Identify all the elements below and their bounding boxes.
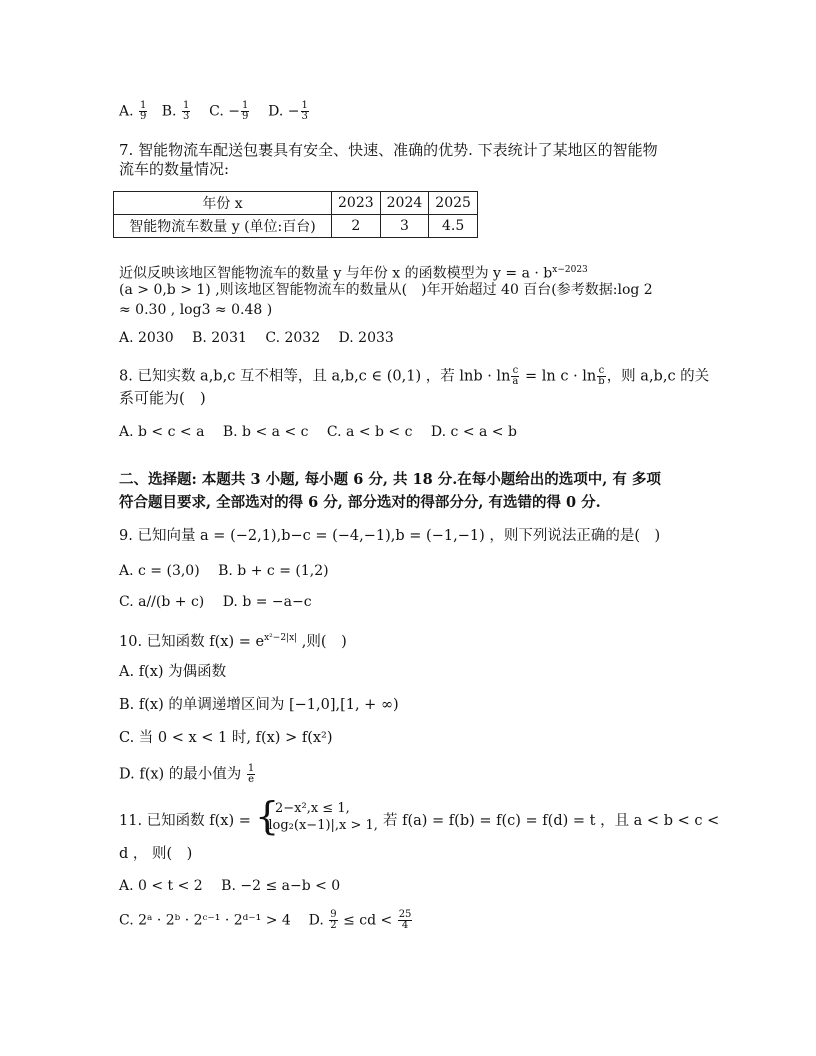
- q6-option-a-label: A.: [119, 103, 134, 120]
- q11-case-2: |log₂(x−1)|,x > 1,: [264, 818, 378, 833]
- q8-fraction-c-over-a: $\frac{c}{a}$: [512, 365, 519, 387]
- q6-option-a-fraction: $\frac{1}{9}$: [140, 100, 147, 122]
- q11-option-d-mid: ≤ cd <: [343, 912, 393, 929]
- q11-option-d-label: D.: [308, 912, 324, 929]
- table-cell: 智能物流车数量 y (单位:百台): [114, 215, 332, 238]
- q8-stem-mid: = ln c · ln: [520, 368, 597, 385]
- q6-option-b-fraction: $\frac{1}{3}$: [182, 100, 190, 122]
- q8-stem-line1: [119, 366, 709, 387]
- q9-stem: 9. 已知向量 a = (−2,1),b−c = (−4,−1),b = (−1,−1) ，则下列说法正确的是( ): [119, 528, 661, 544]
- q11-piecewise-brace: {: [255, 794, 280, 838]
- q9-options-cd: C. a//(b + c) D. b = −a−c: [119, 594, 312, 610]
- q7-stem-line1: 7. 智能物流车配送包裹具有安全、快速、准确的优势. 下表统计了某地区的智能物: [119, 141, 658, 159]
- q11-option-d-fraction2: $\frac{25}{4}$: [398, 909, 412, 931]
- q7-data-table: [113, 191, 478, 238]
- table-cell: 3: [380, 215, 429, 238]
- q6-options: [119, 101, 310, 122]
- q8-options: A. b < c < a B. b < a < c C. a < b < c D. c < a < b: [119, 424, 517, 440]
- q11-stem-line2: d ， 则( ): [119, 846, 193, 862]
- q11-options-ab: A. 0 < t < 2 B. −2 ≤ a−b < 0: [119, 878, 341, 894]
- q10-option-c: C. 当 0 < x < 1 时, f(x) > f(x²): [119, 730, 333, 746]
- section2-heading-line1: 二、选择题: 本题共 3 小题, 每小题 6 分, 共 18 分.在每小题给出的选项中, 有 多项: [119, 471, 661, 488]
- section2-heading-line2: 符合题目要求, 全部选对的得 6 分, 部分选对的得部分分, 有选错的得 0 分.: [119, 494, 601, 511]
- table-cell: 2: [332, 215, 381, 238]
- q6-option-c-label: C. −: [209, 103, 240, 120]
- q7-model-line2: (a > 0,b > 1) ,则该地区智能物流车的数量从( )年开始超过 40 百台(参考数据:log 2: [119, 282, 653, 298]
- q9-options-ab: A. c = (3,0) B. b + c = (1,2): [119, 563, 329, 579]
- q10-option-d-text: D. f(x) 的最小值为: [119, 766, 242, 783]
- table-cell: 2024: [380, 192, 429, 215]
- q7-model-line: [119, 261, 588, 283]
- q7-stem-line2: 流车的数量情况:: [119, 160, 230, 178]
- q8-stem-text: 8. 已知实数 a,b,c 互不相等，且 a,b,c ∈ (0,1) ，若 lnb · ln: [119, 368, 511, 385]
- q11-option-c: C. 2ᵃ · 2ᵇ · 2ᶜ⁻¹ · 2ᵈ⁻¹ > 4: [119, 912, 291, 929]
- q10-option-d-fraction: $\frac{1}{e}$: [247, 763, 255, 785]
- q10-stem: [119, 629, 347, 651]
- table-cell: 2023: [332, 192, 381, 215]
- q10-stem-text: 10. 已知函数 f(x) = e: [119, 633, 265, 650]
- q11-stem-prefix: 11. 已知函数 f(x) =: [119, 813, 251, 829]
- q7-model-line3: ≈ 0.30 , log3 ≈ 0.48 ): [119, 302, 273, 318]
- q7-model-text: 近似反映该地区智能物流车的数量 y 与年份 x 的函数模型为 y = a · b: [119, 265, 553, 282]
- q11-option-d-fraction1: $\frac{9}{2}$: [330, 909, 337, 931]
- q11-options-cd: [119, 910, 413, 931]
- table-cell: 年份 x: [114, 192, 332, 215]
- q6-option-b-label: B.: [161, 103, 177, 120]
- table-cell: 4.5: [429, 215, 478, 238]
- q11-stem-post: 若 f(a) = f(b) = f(c) = f(d) = t ，且 a < b < c <: [383, 813, 720, 829]
- q7-model-exponent: x−2023: [552, 265, 588, 275]
- q8-fraction-c-over-b: $\frac{c}{b}$: [598, 365, 605, 387]
- table-row: [114, 215, 478, 238]
- q7-options: A. 2030 B. 2031 C. 2032 D. 2033: [119, 330, 394, 346]
- q11-case-1: 2−x²,x ≤ 1,: [275, 801, 350, 816]
- q6-option-d-label: D. −: [268, 103, 300, 120]
- q10-stem-post: ,则( ): [297, 633, 347, 650]
- table-row: [114, 192, 478, 215]
- q8-stem-line2: 系可能为( ): [119, 389, 206, 407]
- q10-option-b: B. f(x) 的单调递增区间为 [−1,0],[1, + ∞): [119, 697, 399, 713]
- q10-exponent: x²−2|x|: [264, 633, 298, 643]
- q10-option-d: [119, 764, 256, 785]
- table-cell: 2025: [429, 192, 478, 215]
- q6-option-d-fraction: $\frac{1}{3}$: [301, 100, 308, 122]
- q10-option-a: A. f(x) 为偶函数: [119, 664, 227, 680]
- q6-option-c-fraction: $\frac{1}{9}$: [241, 100, 249, 122]
- q8-stem-post: ，则 a,b,c 的关: [606, 368, 710, 385]
